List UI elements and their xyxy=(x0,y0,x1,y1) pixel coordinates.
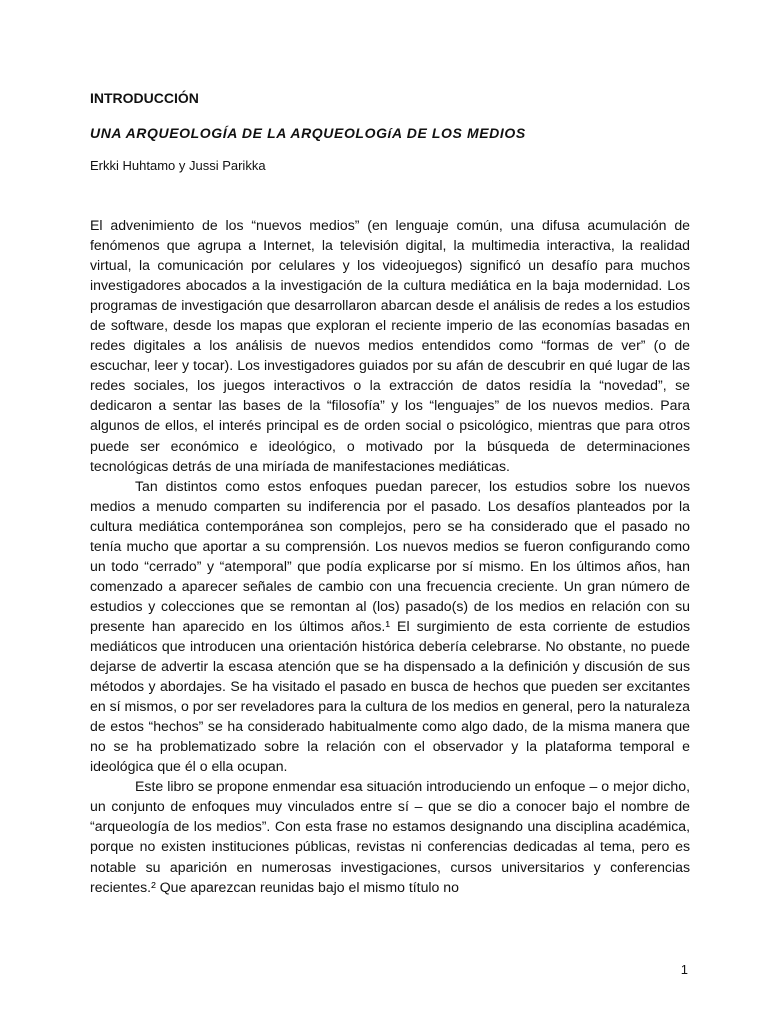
chapter-subtitle: UNA ARQUEOLOGÍA DE LA ARQUEOLOGíA DE LOS MEDIOS xyxy=(90,125,526,141)
authors-line: Erkki Huhtamo y Jussi Parikka xyxy=(90,158,266,173)
page-number: 1 xyxy=(680,962,688,977)
paragraph-2: Tan distintos como estos enfoques puedan parecer, los estudios sobre los nuevos medios a menudo comparten su indiferencia por el pasado. Los desafíos planteados por la cultura mediática contemporánea son complejos, pero se ha considerado que el pasado no tenía mucho que aportar a su comprensión. Los nuevos medios se fueron configurando como un todo “cerrado” y “atemporal” que podía explicarse por sí mismo. En los últimos años, han comenzado a aparecer señales de cambio con una frecuencia creciente. Un gran número de estudios y colecciones que se remontan al (los) pasado(s) de los medios en relación con su presente han aparecido en los últimos años.¹ El surgimiento de esta corriente de estudios mediáticos que introducen una orientación histórica debería celebrarse. No obstante, no puede dejarse de advertir la escasa atención que se ha dispensado a la definición y discusión de sus métodos y abordajes. Se ha visitado el pasado en busca de hechos que pueden ser excitantes en sí mismos, o por ser reveladores para la cultura de los medios en general, pero la naturaleza de estos “hechos” se ha considerado habitualmente como algo dado, de la misma manera que no se ha problematizado sobre la relación con el observador y la plataforma temporal e ideológica que él o ella ocupan. xyxy=(90,477,690,775)
document-page xyxy=(90,88,690,897)
chapter-heading: INTRODUCCIÓN xyxy=(90,90,199,106)
paragraph-1: El advenimiento de los “nuevos medios” (en lenguaje común, una difusa acumulación de fenómenos que agrupa a Internet, la televisión digital, la multimedia interactiva, la realidad virtual, la comunicación por celulares y los videojuegos) significó un desafío para muchos investigadores abocados a la investigación de la cultura mediática en la baja modernidad. Los programas de investigación que desarrollaron abarcan desde el análisis de redes a los estudios de software, desde los mapas que exploran el reciente imperio de las economías basadas en redes digitales a los análisis de nuevos medios entendidos como “formas de ver” (o de escuchar, leer y tocar). Los investigadores guiados por su afán de descubrir en qué lugar de las redes sociales, los juegos interactivos o la extracción de datos residía la “novedad”, se dedicaron a sentar las bases de la “filosofía” y los “lenguajes” de los nuevos medios. Para algunos de ellos, el interés principal es de orden social o psicológico, mientras que para otros puede ser económico e ideológico, o motivado por la búsqueda de determinaciones tecnológicas detrás de una miríada de manifestaciones mediáticas. xyxy=(90,217,690,474)
body-text xyxy=(90,215,690,897)
paragraph-3: Este libro se propone enmendar esa situación introduciendo un enfoque – o mejor dicho, un conjunto de enfoques muy vinculados entre sí – que se dio a conocer bajo el nombre de “arqueología de los medios”. Con esta frase no estamos designando una disciplina académica, porque no existen instituciones públicas, revistas ni conferencias dedicadas al tema, pero es notable su aparición en numerosas investigaciones, cursos universitarios y conferencias recientes.² Que aparezcan reunidas bajo el mismo título no xyxy=(90,778,690,895)
